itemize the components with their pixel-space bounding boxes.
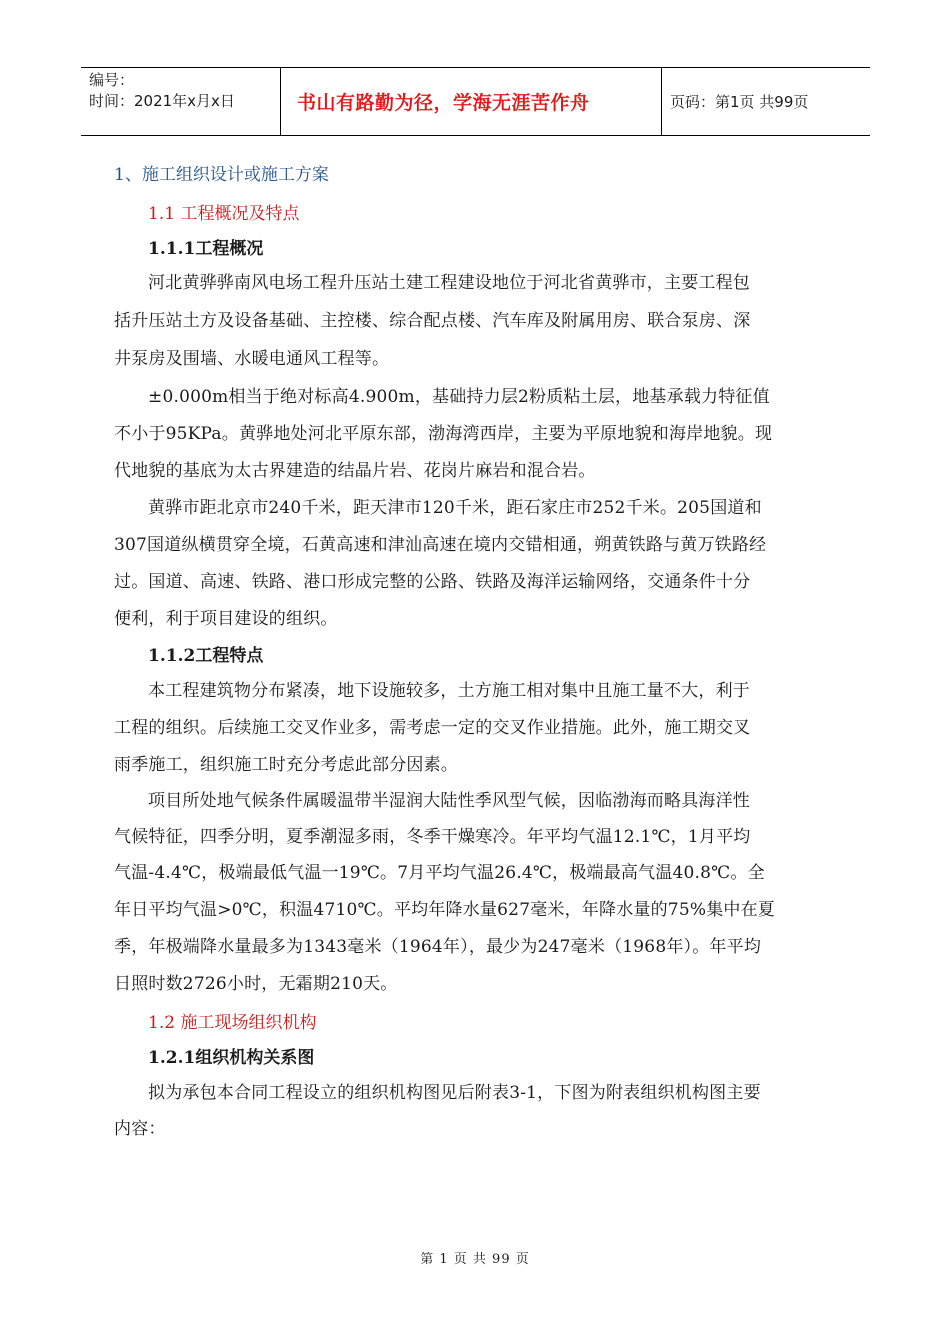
paragraph-line: 河北黄骅骅南风电场工程升压站土建工程建设地位于河北省黄骅市，主要工程包 — [148, 273, 750, 293]
header-meta — [81, 68, 281, 135]
paragraph-line: 雨季施工，组织施工时充分考虑此部分因素。 — [114, 755, 458, 775]
paragraph-line: 气候特征，四季分明，夏季潮湿多雨，冬季干燥寒冷。年平均气温12.1℃，1月平均 — [114, 827, 751, 847]
paragraph-line: 拟为承包本合同工程设立的组织机构图见后附表3-1，下图为附表组织机构图主要 — [148, 1083, 761, 1103]
page-header — [81, 67, 870, 136]
section-heading-1-1-1: 1.1.1工程概况 — [148, 239, 264, 259]
paragraph-line: 代地貌的基底为太古界建造的结晶片岩、花岗片麻岩和混合岩。 — [114, 461, 596, 481]
paragraph-line: 便利，利于项目建设的组织。 — [114, 609, 338, 629]
paragraph-line: 项目所处地气候条件属暖温带半湿润大陆性季风型气候，因临渤海而略具海洋性 — [148, 791, 750, 811]
header-motto: 书山有路勤为径，学海无涯苦作舟 — [281, 68, 662, 135]
paragraph-line: 工程的组织。后续施工交叉作业多，需考虑一定的交叉作业措施。此外，施工期交叉 — [114, 718, 751, 738]
paragraph-line: 季，年极端降水量最多为1343毫米（1964年），最少为247毫米（1968年）。年平均 — [114, 937, 762, 957]
paragraph-line: 括升压站土方及设备基础、主控楼、综合配点楼、汽车库及附属用房、联合泵房、深 — [114, 311, 751, 331]
page-footer: 第 1 页 共 99 页 — [420, 1252, 530, 1267]
paragraph-line: ±0.000m相当于绝对标高4.900m，基础持力层2粉质粘土层，地基承载力特征值 — [148, 387, 770, 407]
paragraph-line: 气温-4.4℃，极端最低气温一19℃。7月平均气温26.4℃，极端最高气温40.8℃。全 — [114, 863, 765, 883]
section-heading-1-1-2: 1.1.2工程特点 — [148, 646, 264, 666]
section-heading-1-1: 1.1 工程概况及特点 — [148, 204, 300, 224]
paragraph-line: 黄骅市距北京市240千米，距天津市120千米，距石家庄市252千米。205国道和 — [148, 498, 762, 518]
paragraph-line: 不小于95KPa。黄骅地处河北平原东部，渤海湾西岸，主要为平原地貌和海岸地貌。现 — [114, 424, 773, 444]
header-page-number: 页码：第1页 共99页 — [670, 93, 809, 111]
section-heading-1-2-1: 1.2.1组织机构关系图 — [148, 1048, 315, 1068]
paragraph-line: 内容： — [114, 1119, 166, 1139]
document-number-label: 编号： — [89, 71, 135, 89]
paragraph-line: 本工程建筑物分布紧凑，地下设施较多，土方施工相对集中且施工量不大，利于 — [148, 681, 750, 701]
paragraph-line: 日照时数2726小时，无霜期210天。 — [114, 974, 398, 994]
paragraph-line: 过。国道、高速、铁路、港口形成完整的公路、铁路及海洋运输网络，交通条件十分 — [114, 572, 751, 592]
paragraph-line: 年日平均气温>0℃，积温4710℃。平均年降水量627毫米，年降水量的75%集中在夏 — [114, 900, 775, 920]
section-heading-1: 1、施工组织设计或施工方案 — [114, 165, 329, 185]
document-time-label: 时间：2021年x月x日 — [89, 92, 235, 110]
paragraph-line: 307国道纵横贯穿全境，石黄高速和津汕高速在境内交错相通，朔黄铁路与黄万铁路经 — [114, 535, 767, 555]
paragraph-line: 井泵房及围墙、水暖电通风工程等。 — [114, 349, 390, 369]
section-heading-1-2: 1.2 施工现场组织机构 — [148, 1013, 317, 1033]
